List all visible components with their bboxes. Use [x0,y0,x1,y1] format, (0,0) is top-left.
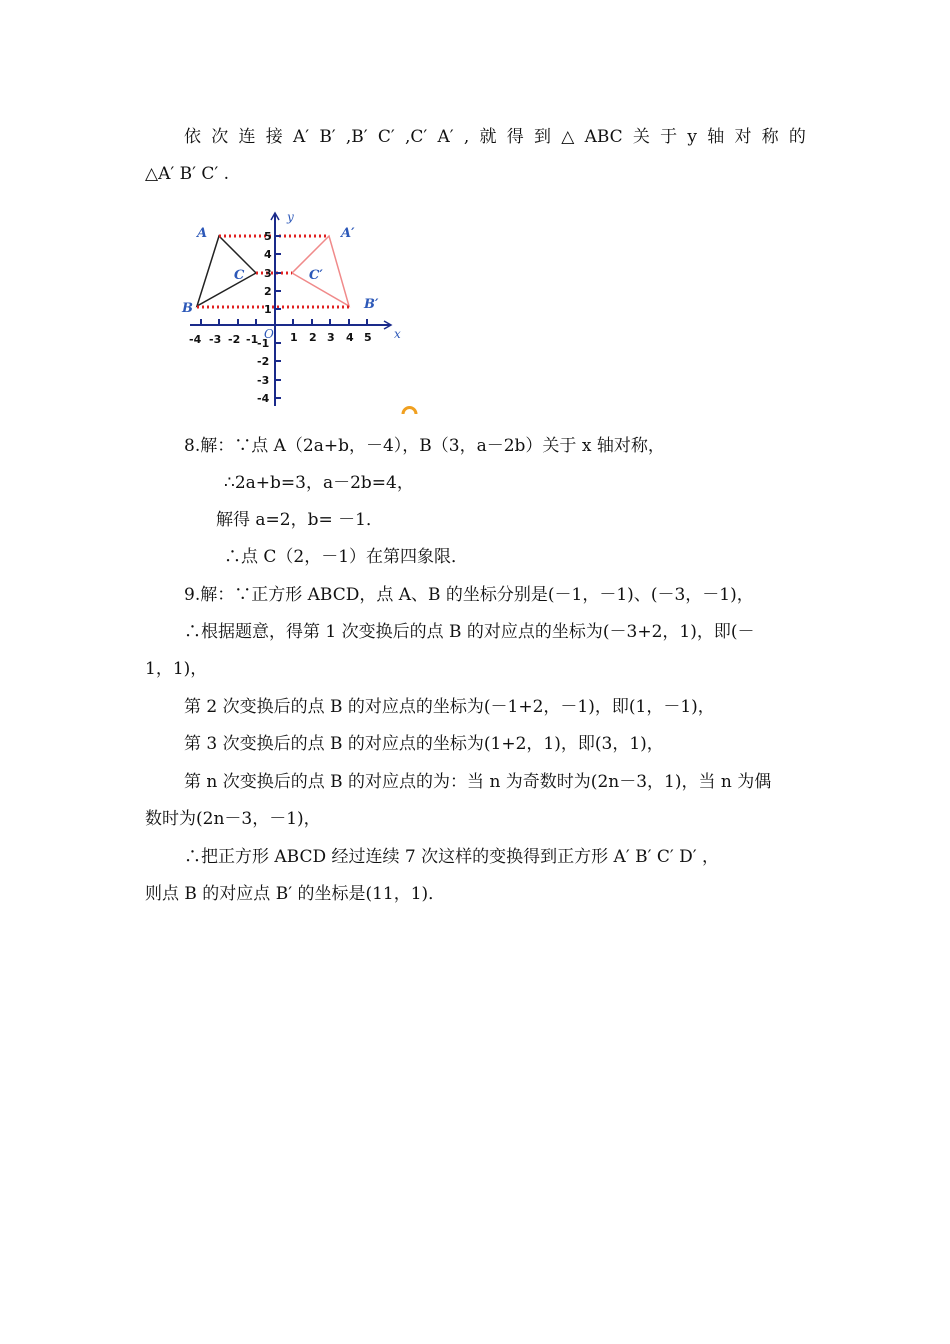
q9-line-1: 9.解：∵正方形 ABCD，点 A、B 的坐标分别是(－1，－1)、(－3，－1)， [184,585,754,605]
coordinate-figure [178,206,418,416]
intro-token: ,B′ [345,127,368,147]
y-tick-label: -4 [257,392,270,405]
intro-token: △ [561,127,575,147]
triangle-abc [197,236,256,306]
intro-token: 于 [660,127,678,147]
y-tick-label: 1 [264,303,272,316]
intro-token: ABC [584,127,623,147]
label-a-prime: A′ [341,226,355,241]
intro-token: 接 [265,127,283,147]
y-tick-label: 3 [264,267,272,280]
label-c-prime: C′ [309,268,323,283]
q9-line-6: 第 n 次变换后的点 B 的对应点的为：当 n 为奇数时为(2n－3，1)，当 n 为偶 [184,772,772,792]
x-tick-label: 2 [309,331,317,344]
y-tick-label: 4 [264,248,272,261]
intro-token: 轴 [707,127,725,147]
y-axis-name: y [287,210,294,224]
x-tick-label: -1 [246,333,259,346]
q9-line-2: ∴根据题意，得第 1 次变换后的点 B 的对应点的坐标为(－3+2，1)，即(－ [184,622,755,642]
x-tick-label: -4 [189,333,202,346]
intro-token: C′ [377,127,395,147]
intro-token: 就 [479,127,497,147]
intro-line-2: △A′ B′ C′ . [145,164,230,184]
x-tick-label: 1 [290,331,298,344]
label-c: C [234,268,245,283]
intro-token: 关 [632,127,650,147]
orange-mark-icon [403,408,416,415]
q8-line-1: 8.解：∵点 A（2a+b，－4），B（3，a－2b）关于 x 轴对称， [184,436,665,456]
intro-token: 连 [238,127,256,147]
x-tick-label: -2 [228,333,241,346]
y-tick-label: -1 [257,337,270,350]
q9-line-7: 数时为(2n－3，－1)， [145,809,321,829]
intro-token: A′ [292,127,310,147]
intro-token: , [463,127,470,147]
intro-token: 依 [184,127,201,147]
y-tick-label: -2 [257,355,270,368]
intro-token: B′ [319,127,336,147]
x-tick-label: 5 [364,331,372,344]
x-tick-label: 4 [346,331,354,344]
label-b-prime: B′ [364,297,379,312]
label-a: A [197,226,208,241]
x-tick-label: -3 [209,333,222,346]
y-tick-label: -3 [257,374,270,387]
q9-line-5: 第 3 次变换后的点 B 的对应点的坐标为(1+2，1)，即(3，1)， [184,734,664,754]
intro-token: 的 [788,127,806,147]
q9-line-4: 第 2 次变换后的点 B 的对应点的坐标为(－1+2，－1)，即(1，－1)， [184,697,715,717]
intro-token: A′ [437,127,454,147]
intro-token: 对 [734,127,752,147]
x-axis-name: x [394,327,401,341]
y-tick-label: 5 [264,230,272,243]
intro-token: 次 [211,127,229,147]
intro-token: 得 [506,127,524,147]
intro-token: y [687,127,697,147]
intro-token: 称 [761,127,779,147]
q8-line-2: ∴2a+b=3，a－2b=4， [224,473,414,493]
intro-token: ,C′ [405,127,428,147]
q9-line-9: 则点 B 的对应点 B′ 的坐标是(11，1)． [145,884,446,904]
intro-line-1 [184,125,806,149]
q8-line-3: 解得 a=2，b= －1． [216,510,383,530]
q9-line-3: 1，1)， [145,659,208,679]
label-b: B [182,301,193,316]
y-tick-label: 2 [264,285,272,298]
intro-token: 到 [534,127,552,147]
coordinate-plane [178,206,418,416]
x-tick-label: 3 [327,331,335,344]
q8-line-4: ∴点 C（2，－1）在第四象限． [224,547,469,567]
q9-line-8: ∴把正方形 ABCD 经过连续 7 次这样的变换得到正方形 A′ B′ C′ D′ ， [184,847,720,867]
origin-label: O [264,327,274,341]
